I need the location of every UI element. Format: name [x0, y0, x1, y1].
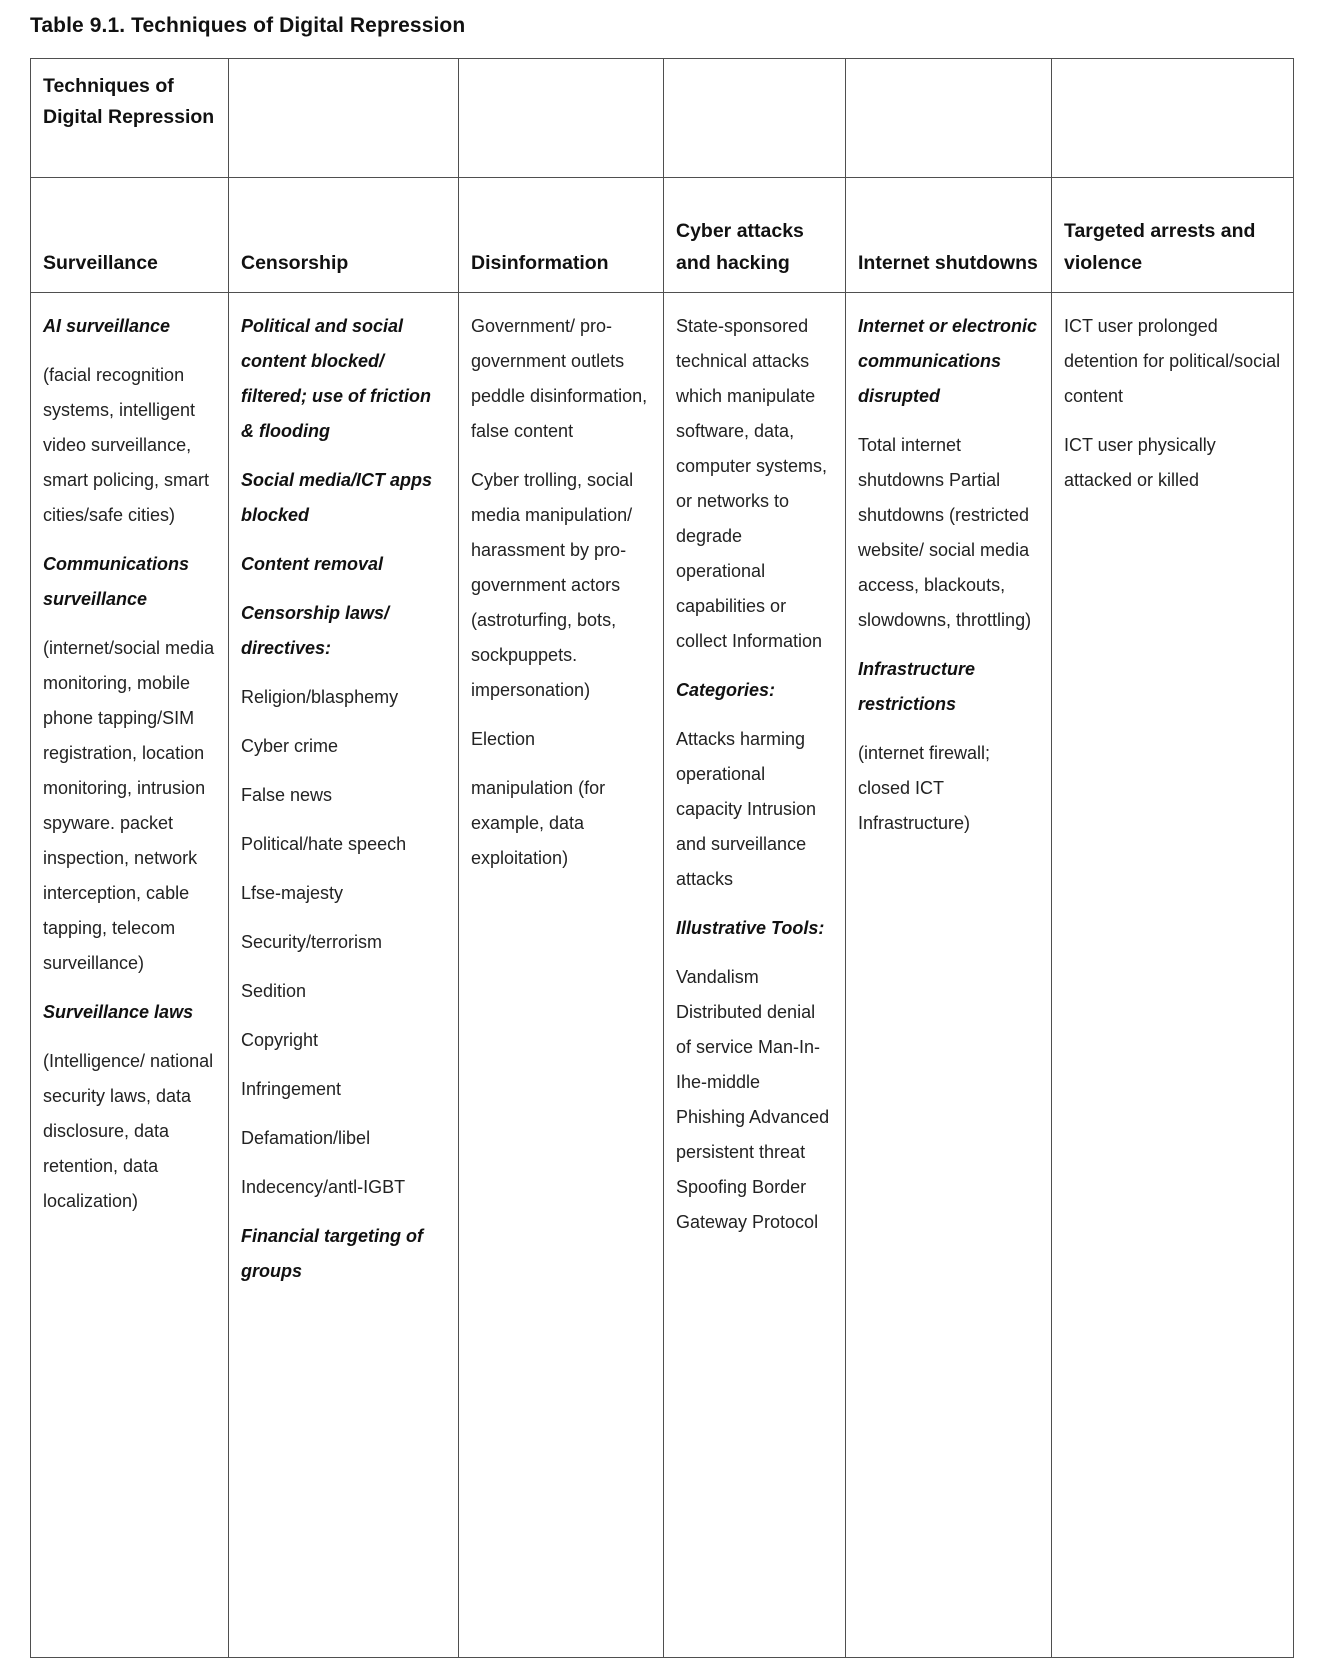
table-title-label: Techniques of Digital Repression	[43, 75, 215, 128]
body-text-disinformation: Government/ pro-government outlets peddle disinformation, false content	[471, 316, 648, 441]
column-header-cell-targeted-arrests	[1052, 178, 1293, 292]
column-body-internet-shutdowns	[846, 293, 1052, 1657]
empty-top-cell-cyber-attacks	[664, 59, 846, 177]
body-text-disinformation: manipulation (for example, data exploitation)	[471, 778, 606, 868]
column-header-targeted-arrests: Targeted arrests and violence	[1064, 220, 1256, 274]
column-header-censorship: Censorship	[241, 252, 349, 274]
column-header-cyber-attacks: Cyber attacks and hacking	[676, 220, 804, 274]
body-text-censorship: Political/hate speech	[241, 834, 407, 854]
body-text-censorship: False news	[241, 785, 333, 805]
subheading-censorship: Censorship laws/ directives:	[241, 603, 390, 658]
empty-top-cell-censorship	[229, 59, 459, 177]
subheading-censorship: Financial targeting of groups	[241, 1226, 424, 1281]
subheading-surveillance: AI surveillance	[43, 316, 171, 336]
body-text-internet-shutdowns: (internet firewall; closed ICT Infrastructure)	[858, 743, 991, 833]
column-body-censorship	[229, 293, 459, 1657]
body-text-censorship: Copyright	[241, 1030, 319, 1050]
column-header-cell-censorship	[229, 178, 459, 292]
body-text-cyber-attacks: State-sponsored technical attacks which manipulate software, data, computer systems, or networks to degrade operational capabilities or collect Information	[676, 316, 828, 651]
subheading-surveillance: Surveillance laws	[43, 1002, 194, 1022]
column-header-cell-cyber-attacks	[664, 178, 846, 292]
table-header-row	[31, 178, 1293, 293]
empty-top-cell-disinformation	[459, 59, 664, 177]
body-text-censorship: Indecency/antl-IGBT	[241, 1177, 406, 1197]
body-text-censorship: Lfse-majesty	[241, 883, 344, 903]
empty-top-cell-targeted-arrests	[1052, 59, 1293, 177]
body-text-censorship: Security/terrorism	[241, 932, 383, 952]
column-body-cyber-attacks	[664, 293, 846, 1657]
body-text-surveillance: (Intelligence/ national security laws, data disclosure, data retention, data localization)	[43, 1051, 214, 1211]
subheading-surveillance: Communications surveillance	[43, 554, 190, 609]
subheading-internet-shutdowns: Infrastructure restrictions	[858, 659, 976, 714]
column-header-cell-disinformation	[459, 178, 664, 292]
column-body-surveillance	[31, 293, 229, 1657]
column-header-disinformation: Disinformation	[471, 252, 609, 274]
body-text-disinformation: Election	[471, 729, 536, 749]
subheading-internet-shutdowns: Internet or electronic communications disrupted	[858, 316, 1038, 406]
body-text-cyber-attacks: Attacks harming operational capacity Intrusion and surveillance attacks	[676, 729, 817, 889]
table-body-row	[31, 293, 1293, 1657]
body-text-censorship: Religion/blasphemy	[241, 687, 399, 707]
table-title-cell	[31, 59, 229, 177]
subheading-censorship: Social media/ICT apps blocked	[241, 470, 433, 525]
column-body-targeted-arrests	[1052, 293, 1293, 1657]
body-text-censorship: Cyber crime	[241, 736, 339, 756]
digital-repression-table	[30, 58, 1294, 1658]
body-text-censorship: Infringement	[241, 1079, 342, 1099]
body-text-surveillance: (internet/social media monitoring, mobile phone tapping/SIM registration, location monitoring, intrusion spyware. packet inspection, network interception, cable tapping, telecom surveillance)	[43, 638, 215, 973]
body-text-targeted-arrests: ICT user physically attacked or killed	[1064, 435, 1216, 490]
subheading-cyber-attacks: Illustrative Tools:	[676, 918, 825, 938]
body-text-cyber-attacks: Vandalism Distributed denial of service Man-In-Ihe-middle Phishing Advanced persistent threat Spoofing Border Gateway Protocol	[676, 967, 830, 1232]
body-text-censorship: Defamation/libel	[241, 1128, 371, 1148]
page-title: Table 9.1. Techniques of Digital Repression	[30, 14, 466, 37]
subheading-censorship: Political and social content blocked/ filtered; use of friction & flooding	[241, 316, 432, 441]
table-title-row	[31, 59, 1293, 178]
body-text-disinformation: Cyber trolling, social media manipulation/ harassment by pro-government actors (astroturfing, bots, sockpuppets. impersonation)	[471, 470, 634, 700]
subheading-cyber-attacks: Categories:	[676, 680, 776, 700]
column-header-surveillance: Surveillance	[43, 252, 158, 274]
subheading-censorship: Content removal	[241, 554, 384, 574]
column-header-internet-shutdowns: Internet shutdowns	[858, 252, 1038, 274]
body-text-internet-shutdowns: Total internet shutdowns Partial shutdowns (restricted website/ social media access, blackouts, slowdowns, throttling)	[858, 435, 1032, 630]
body-text-targeted-arrests: ICT user prolonged detention for political/social content	[1064, 316, 1281, 406]
column-body-disinformation	[459, 293, 664, 1657]
body-text-surveillance: (facial recognition systems, intelligent video surveillance, smart policing, smart cities/safe cities)	[43, 365, 210, 525]
body-text-censorship: Sedition	[241, 981, 307, 1001]
column-header-cell-internet-shutdowns	[846, 178, 1052, 292]
empty-top-cell-internet-shutdowns	[846, 59, 1052, 177]
column-header-cell-surveillance	[31, 178, 229, 292]
